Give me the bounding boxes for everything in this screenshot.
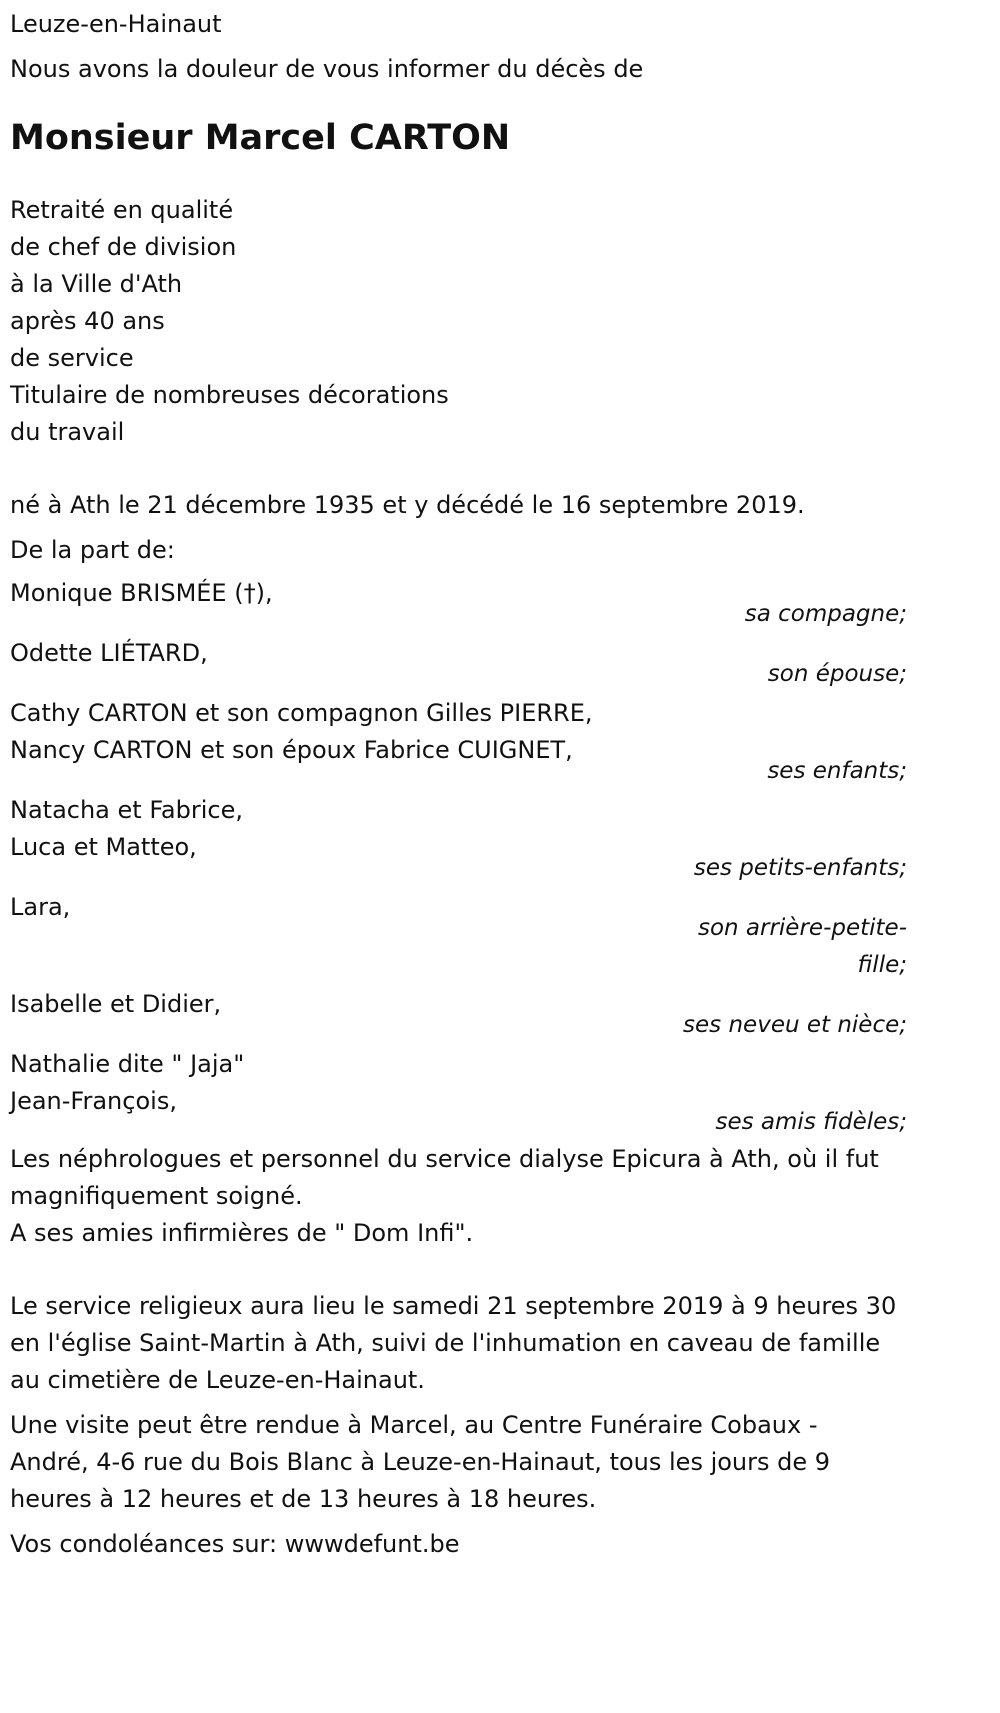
- family-group-children: [10, 695, 907, 790]
- family-group-companion: [10, 575, 907, 633]
- family-group-friends: [10, 1046, 907, 1141]
- career-line: à la Ville d'Ath: [10, 270, 183, 298]
- family-name: Nathalie dite " Jaja": [10, 1050, 245, 1078]
- family-name: Cathy CARTON et son compagnon Gilles PIERRE,: [10, 699, 593, 727]
- family-relation: son épouse;: [767, 661, 907, 687]
- family-relation: fille;: [857, 952, 907, 978]
- family-name: Luca et Matteo,: [10, 833, 197, 861]
- location-line: Leuze-en-Hainaut: [10, 10, 222, 38]
- family-group-spouse: [10, 635, 907, 693]
- family-relation: ses amis fidèles;: [715, 1109, 907, 1135]
- family-name: Monique BRISMÉE (†),: [10, 579, 273, 607]
- career-block: [10, 192, 907, 451]
- service-line: au cimetière de Leuze-en-Hainaut.: [10, 1366, 425, 1394]
- from-label: De la part de:: [10, 536, 175, 564]
- family-name: Odette LIÉTARD,: [10, 639, 208, 667]
- thanks-line: magnifiquement soigné.: [10, 1182, 303, 1210]
- family-name: Isabelle et Didier,: [10, 990, 222, 1018]
- family-relation: son arrière-petite-: [697, 915, 907, 941]
- thanks-paragraph: [10, 1141, 907, 1252]
- family-list: [10, 575, 907, 1141]
- family-name: Natacha et Fabrice,: [10, 796, 243, 824]
- visit-line: Une visite peut être rendue à Marcel, au Centre Funéraire Cobaux -: [10, 1411, 818, 1439]
- visit-line: André, 4-6 rue du Bois Blanc à Leuze-en-Hainaut, tous les jours de 9: [10, 1448, 831, 1476]
- family-group-grandchildren: [10, 792, 907, 887]
- family-name: Nancy CARTON et son époux Fabrice CUIGNET,: [10, 736, 573, 764]
- career-line: Retraité en qualité: [10, 196, 234, 224]
- career-line: après 40 ans: [10, 307, 165, 335]
- intro-line: Nous avons la douleur de vous informer du décès de: [10, 55, 644, 83]
- service-paragraph: [10, 1288, 907, 1399]
- family-relation: ses petits-enfants;: [693, 855, 907, 881]
- obituary-notice: [10, 0, 907, 1563]
- family-relation: ses neveu et nièce;: [683, 1012, 907, 1038]
- deceased-name-title: Monsieur Marcel CARTON: [10, 118, 511, 158]
- family-name: Lara,: [10, 893, 71, 921]
- career-line: de chef de division: [10, 233, 237, 261]
- family-relation: sa compagne;: [744, 601, 907, 627]
- condolences-line: Vos condoléances sur: wwwdefunt.be: [10, 1530, 460, 1558]
- thanks-line: Les néphrologues et personnel du service dialyse Epicura à Ath, où il fut: [10, 1145, 879, 1173]
- visit-line: heures à 12 heures et de 13 heures à 18 heures.: [10, 1485, 597, 1513]
- career-line: du travail: [10, 418, 125, 446]
- family-relation: ses enfants;: [767, 758, 907, 784]
- career-line: Titulaire de nombreuses décorations: [10, 381, 449, 409]
- service-line: Le service religieux aura lieu le samedi 21 septembre 2019 à 9 heures 30: [10, 1292, 897, 1320]
- visit-paragraph: [10, 1407, 907, 1518]
- career-line: de service: [10, 344, 134, 372]
- service-line: en l'église Saint-Martin à Ath, suivi de l'inhumation en caveau de famille: [10, 1329, 881, 1357]
- family-group-great-granddaughter: [10, 889, 907, 984]
- family-group-nephew-niece: [10, 986, 907, 1044]
- thanks-line: A ses amies infirmières de " Dom Infi".: [10, 1219, 474, 1247]
- birth-death-line: né à Ath le 21 décembre 1935 et y décédé le 16 septembre 2019.: [10, 491, 805, 519]
- family-name: Jean-François,: [10, 1087, 177, 1115]
